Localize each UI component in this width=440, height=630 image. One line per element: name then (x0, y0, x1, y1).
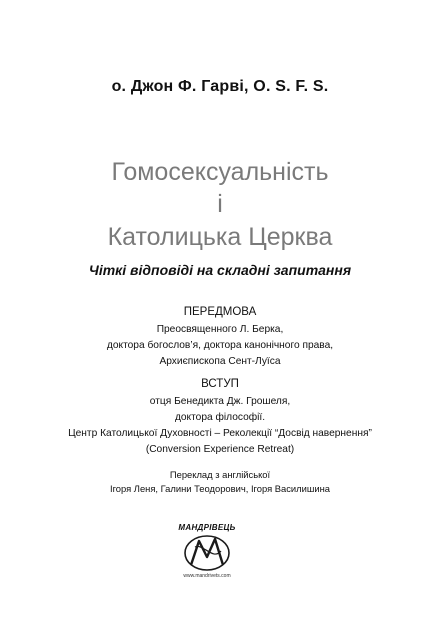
publisher-logo (177, 521, 237, 581)
introduction-line-2: доктора філософії. (174, 412, 266, 423)
introduction-heading: ВСТУП (201, 378, 239, 390)
title-line-1: Гомосексуальність (111, 158, 329, 186)
introduction-line-3: Центр Католицької Духовності – Реколекції “Досвід навернення” (68, 428, 372, 439)
translation-line-2: Ігоря Леня, Галини Теодорович, Ігоря Василишина (109, 483, 331, 494)
publisher-logo-text: МАНДРІВЕЦЬ (178, 523, 236, 532)
foreword-line-2: доктора богослов’я, доктора канонічного права, (106, 340, 334, 351)
introduction-line-1: отця Бенедикта Дж. Грошеля, (149, 396, 291, 407)
title-line-3: Католицька Церква (107, 223, 333, 251)
foreword-line-3: Архиєпископа Сент-Луїса (159, 356, 281, 367)
foreword-heading: ПЕРЕДМОВА (183, 306, 257, 318)
translation-line-1: Переклад з англійської (169, 469, 271, 480)
publisher-emblem-icon (177, 521, 237, 581)
author-name: о. Джон Ф. Гарві, O. S. F. S. (111, 78, 329, 95)
foreword-line-1: Преосвященного Л. Берка, (156, 324, 284, 335)
subtitle: Чіткі відповіді на складні запитання (88, 262, 352, 278)
introduction-line-4: (Conversion Experience Retreat) (145, 444, 295, 455)
publisher-url: www.mandrivets.com (183, 573, 231, 579)
title-line-2: і (217, 190, 223, 218)
